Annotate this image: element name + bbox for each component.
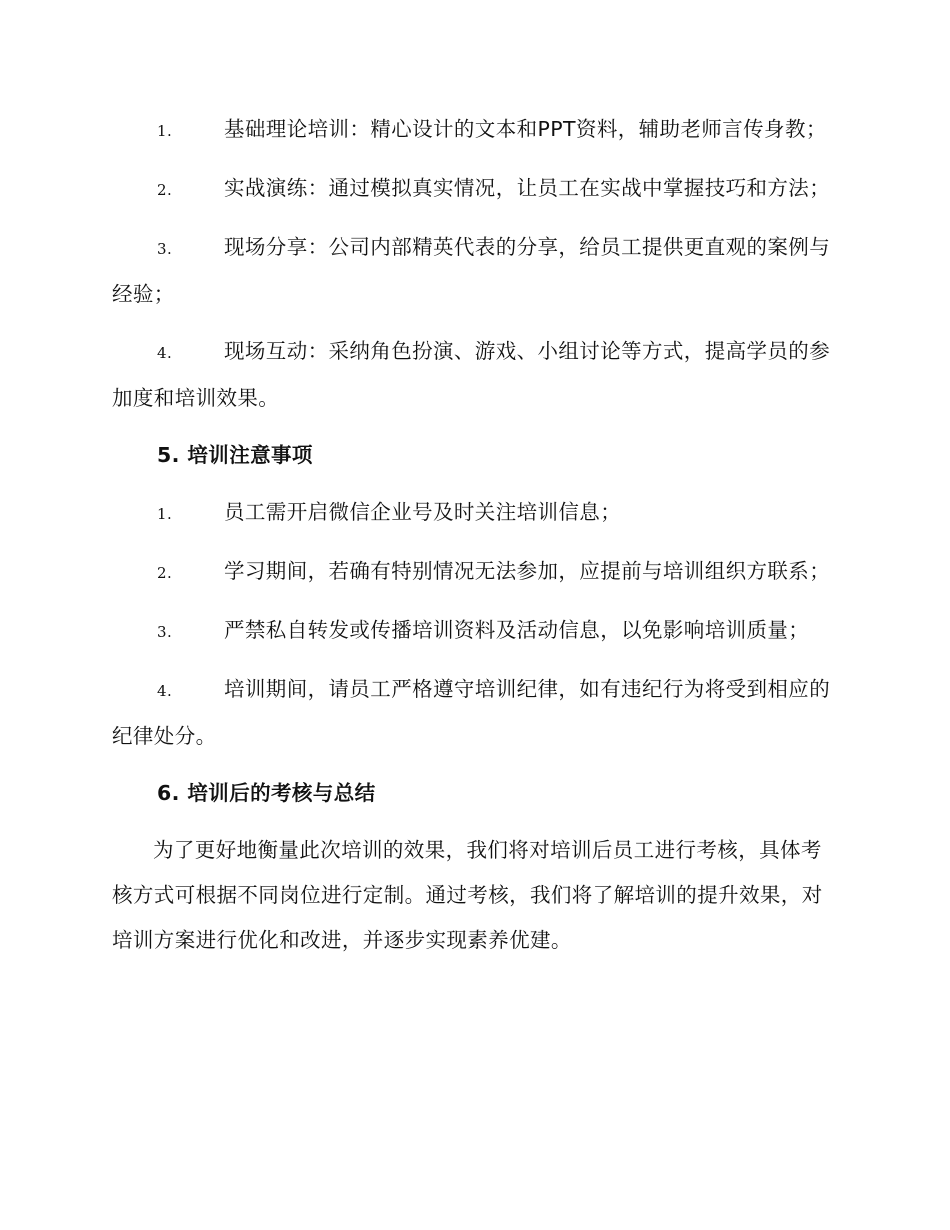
list-item (112, 608, 837, 655)
list-item (112, 166, 837, 213)
section-heading-assessment: 6. 培训后的考核与总结 (157, 781, 376, 805)
list-text: 基础理论培训：精心设计的文本和PPT资料，辅助老师言传身教； (224, 117, 827, 141)
list-text: 学习期间，若确有特别情况无法参加，应提前与培训组织方联系； (224, 559, 831, 583)
list-item (112, 667, 837, 759)
list-text: 实战演练：通过模拟真实情况，让员工在实战中掌握技巧和方法； (224, 176, 831, 200)
list-number: 1. (157, 122, 173, 140)
list-item (112, 549, 837, 596)
list-item (112, 225, 837, 317)
document-content (112, 107, 837, 963)
list-text: 现场分享：公司内部精英代表的分享，给员工提供更直观的案例与经验； (112, 235, 831, 306)
list-number: 2. (157, 181, 173, 199)
list-number: 4. (157, 682, 173, 700)
list-number: 1. (157, 505, 173, 523)
list-text: 培训期间，请员工严格遵守培训纪律，如有违纪行为将受到相应的纪律处分。 (112, 677, 831, 748)
list-number: 4. (157, 344, 173, 362)
list-text: 现场互动：采纳角色扮演、游戏、小组讨论等方式，提高学员的参加度和培训效果。 (112, 339, 831, 410)
list-text: 严禁私自转发或传播培训资料及活动信息，以免影响培训质量； (224, 618, 810, 642)
section-heading-notes: 5. 培训注意事项 (157, 443, 313, 467)
list-text: 员工需开启微信企业号及时关注培训信息； (224, 500, 622, 524)
list-number: 2. (157, 564, 173, 582)
training-notes-list (112, 490, 837, 759)
list-item (112, 107, 837, 154)
assessment-paragraph: 为了更好地衡量此次培训的效果，我们将对培训后员工进行考核，具体考核方式可根据不同岗位进行定制。通过考核，我们将了解培训的提升效果，对培训方案进行优化和改进，并逐步实现素养优建。 (112, 838, 823, 952)
list-item (112, 490, 837, 537)
list-number: 3. (157, 623, 173, 641)
training-methods-list (112, 107, 837, 421)
list-item (112, 329, 837, 421)
list-number: 3. (157, 240, 173, 258)
